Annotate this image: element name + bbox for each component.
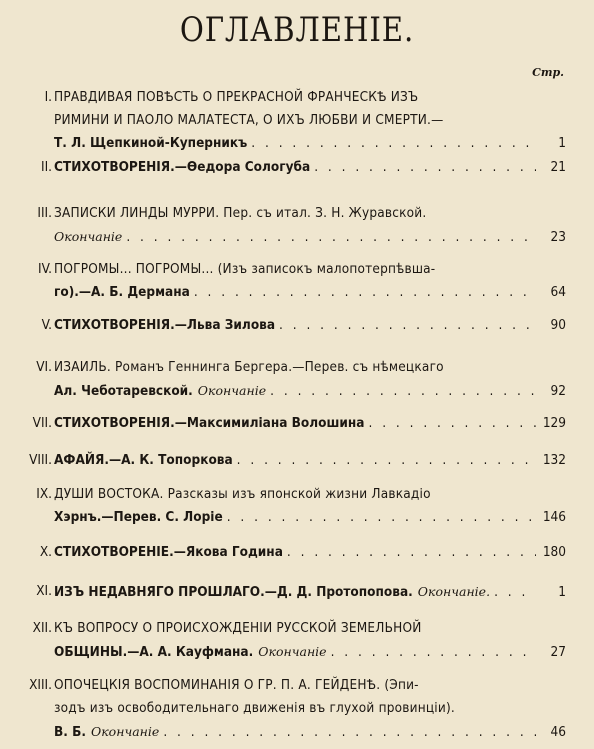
toc-entry[interactable] (0, 86, 594, 155)
entry-number: XII. (32, 620, 52, 636)
entry-page-number: 180 (542, 544, 566, 560)
entry-title-last: ОБЩИНЫ.—А. А. Кауфмана. (54, 644, 254, 660)
entry-number: VI. (36, 359, 52, 375)
entry-title-last: СТИХОТВОРЕНІЯ.—Максимиліана Волошина (54, 415, 365, 431)
entry-title-line: КЪ ВОПРОСУ О ПРОИСХОЖДЕНІИ РУССКОЙ ЗЕМЕЛЬНОЙ (54, 620, 422, 636)
dot-leader (369, 412, 537, 435)
entry-page-number: 129 (542, 415, 566, 431)
entry-title-last: СТИХОТВОРЕНІЯ.—Льва Зилова (54, 317, 276, 333)
entry-number: VII. (32, 415, 52, 431)
toc-entry[interactable] (0, 449, 594, 472)
entry-number: XIII. (29, 677, 52, 693)
entry-number: X. (39, 544, 52, 560)
dot-leader (331, 641, 536, 664)
entry-title-line: ПРАВДИВАЯ ПОВѢСТЬ О ПРЕКРАСНОЙ ФРАНЧЕСКѢ ИЗЪ (54, 89, 419, 105)
entry-title-line: зодъ изъ освободительнаго движенія въ глухой провинціи). (54, 700, 455, 716)
toc-entry[interactable] (0, 314, 594, 337)
dot-leader (279, 314, 536, 337)
entry-page-number: 46 (550, 724, 566, 740)
entry-title-last: АФАЙЯ.—А. К. Топоркова (54, 452, 233, 468)
toc-entry[interactable] (0, 356, 594, 402)
entry-number: IX. (36, 486, 52, 502)
toc-entry[interactable] (0, 674, 594, 743)
entry-note: Окончаніе. (417, 584, 491, 599)
dot-leader (163, 721, 536, 744)
dot-leader (251, 132, 536, 155)
entry-page-number: 27 (550, 644, 566, 660)
toc-entry[interactable] (0, 412, 594, 435)
entry-number: IV. (37, 261, 52, 277)
entry-title-line: ДУШИ ВОСТОКА. Разсказы изъ японской жизни Лавкадіо (54, 486, 431, 502)
entry-title-line: ОПОЧЕЦКІЯ ВОСПОМИНАНІЯ О ГР. П. А. ГЕЙДЕНѢ. (Эпи- (54, 677, 419, 693)
entry-title-last: Ал. Чеботаревской. (54, 383, 193, 399)
toc-entry[interactable] (0, 156, 594, 179)
entry-title-last: СТИХОТВОРЕНІЯ.—Өедора Сологуба (54, 159, 311, 175)
dot-leader (227, 506, 536, 529)
entry-title-last: Т. Л. Щепкиной-Куперникъ (54, 135, 248, 151)
entry-title-last: ИЗЪ НЕДАВНЯГО ПРОШЛАГО.—Д. Д. Протопопова. (54, 584, 413, 600)
toc-entry[interactable] (0, 580, 594, 603)
entry-note: Окончаніе (54, 229, 123, 244)
entry-page-number: 132 (542, 452, 566, 468)
toc-entry[interactable] (0, 483, 594, 529)
entry-title-line: ПОГРОМЫ... ПОГРОМЫ... (Изъ записокъ малопотерпѣвша- (54, 261, 436, 277)
toc-entry[interactable] (0, 202, 594, 248)
entry-page-number: 146 (542, 509, 566, 525)
dot-leader (287, 541, 536, 564)
entry-page-number: 1 (558, 584, 566, 600)
entry-number: III. (37, 205, 52, 221)
entry-page-number: 64 (550, 284, 566, 300)
page-title: ОГЛАВЛЕНІЕ. (179, 10, 415, 50)
entry-title-line: РИМИНИ И ПАОЛО МАЛАТЕСТА, О ИХЪ ЛЮБВИ И СМЕРТИ.— (54, 112, 444, 128)
entry-note: Окончаніе (90, 724, 160, 739)
entry-number: I. (44, 89, 52, 105)
dot-leader (237, 449, 536, 472)
entry-page-number: 21 (550, 159, 566, 175)
entry-title-last: го).—А. Б. Дермана (54, 284, 190, 300)
dot-leader (270, 380, 536, 403)
toc-entry[interactable] (0, 258, 594, 304)
entry-page-number: 1 (558, 135, 566, 151)
toc-entry[interactable] (0, 617, 594, 663)
entry-note: Окончаніе (258, 644, 327, 659)
dot-leader (494, 581, 536, 604)
entry-number: II. (40, 159, 52, 175)
entry-page-number: 90 (550, 317, 566, 333)
toc-entry[interactable] (0, 541, 594, 564)
entry-title-line: ЗАПИСКИ ЛИНДЫ МУРРИ. Пер. съ итал. З. Н. Журавской. (54, 205, 427, 221)
entry-page-number: 92 (550, 383, 566, 399)
entry-title-last: СТИХОТВОРЕНІЕ.—Якова Година (54, 544, 283, 560)
entry-number: V. (41, 317, 52, 333)
entry-title-last: В. Б. (54, 724, 86, 740)
entry-note: Окончаніе (197, 383, 267, 398)
entry-page-number: 23 (550, 229, 566, 245)
entry-number: XI. (36, 583, 52, 599)
dot-leader (126, 226, 536, 249)
dot-leader (314, 156, 536, 179)
entry-title-line: ИЗАИЛЬ. Романъ Геннинга Бергера.—Перев. съ нѣмецкаго (54, 359, 444, 375)
entry-number: VIII. (29, 452, 52, 468)
entry-title-last: Хэрнъ.—Перев. С. Лоріе (54, 509, 223, 525)
page-column-header: Стр. (532, 66, 564, 79)
dot-leader (194, 281, 536, 304)
